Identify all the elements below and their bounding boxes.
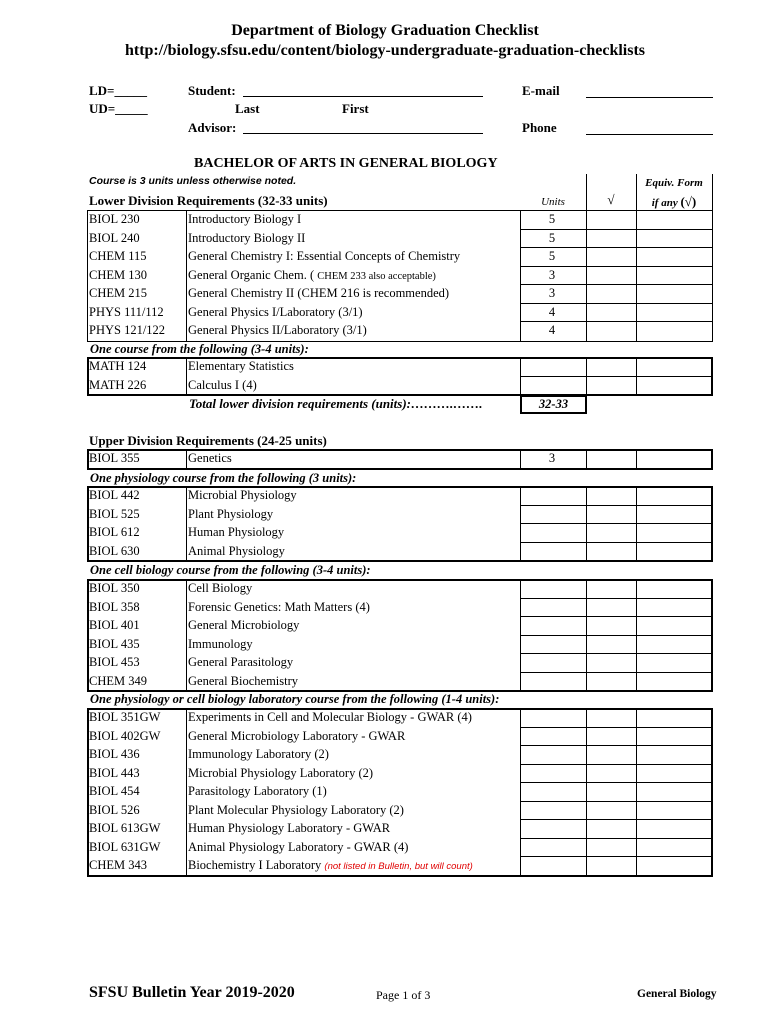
course-units: 5 bbox=[548, 212, 556, 226]
column-divider bbox=[186, 210, 187, 342]
column-divider bbox=[520, 579, 521, 692]
course-code: BIOL 525 bbox=[89, 506, 140, 521]
course-code: BIOL 453 bbox=[89, 655, 140, 669]
course-code: BIOL 355 bbox=[89, 451, 140, 465]
page-title: Department of Biology Graduation Checklist bbox=[231, 22, 539, 39]
table-outline bbox=[87, 708, 713, 877]
table-outline bbox=[87, 486, 713, 562]
course-code: BIOL 402GW bbox=[89, 728, 161, 743]
course-code: BIOL 240 bbox=[89, 230, 140, 245]
equiv-if-any-label: if any bbox=[651, 197, 678, 209]
course-title: Biochemistry I Laboratory bbox=[188, 858, 322, 872]
first-name-label: First bbox=[342, 101, 369, 116]
column-divider bbox=[586, 579, 587, 692]
course-code: BIOL 454 bbox=[89, 784, 140, 798]
row-divider bbox=[520, 635, 713, 636]
course-title: Microbial Physiology Laboratory (2) bbox=[188, 765, 374, 780]
phone-line[interactable] bbox=[586, 134, 713, 135]
row-divider bbox=[520, 856, 713, 857]
course-title: Genetics bbox=[188, 451, 232, 465]
table-outline bbox=[87, 449, 713, 470]
course-title: General Biochemistry bbox=[188, 673, 299, 688]
phone-label: Phone bbox=[522, 120, 557, 135]
row-divider bbox=[520, 542, 713, 543]
course-code: BIOL 612 bbox=[89, 525, 140, 539]
row-divider bbox=[520, 653, 713, 654]
course-code: BIOL 436 bbox=[89, 747, 140, 761]
column-divider bbox=[636, 579, 637, 692]
course-units: 5 bbox=[548, 249, 556, 263]
check-column-header: √ bbox=[607, 192, 615, 207]
course-units: 3 bbox=[548, 267, 556, 282]
upper-division-heading: Upper Division Requirements (24-25 units) bbox=[89, 433, 327, 448]
physiology-heading: One physiology course from the following (3 units): bbox=[90, 471, 357, 485]
degree-title: BACHELOR OF ARTS IN GENERAL BIOLOGY bbox=[194, 156, 498, 171]
course-code: BIOL 230 bbox=[89, 212, 140, 226]
equiv-column-divider bbox=[636, 174, 637, 210]
units-column-header: Units bbox=[541, 196, 565, 208]
course-title: General Chemistry I: Essential Concepts of Chemistry bbox=[188, 249, 461, 263]
table-right-divider bbox=[712, 174, 713, 210]
row-divider bbox=[520, 764, 713, 765]
equiv-column-header: Equiv. Form bbox=[645, 177, 703, 189]
row-divider bbox=[520, 266, 713, 267]
course-alt-note: CHEM 233 also acceptable) bbox=[317, 270, 436, 282]
course-code: PHYS 111/112 bbox=[89, 304, 164, 319]
program-name: General Biology bbox=[637, 988, 717, 1000]
column-divider bbox=[520, 486, 521, 562]
student-name-line[interactable] bbox=[243, 96, 483, 97]
course-note: (not listed in Bulletin, but will count) bbox=[324, 861, 473, 872]
math-choice-heading: One course from the following (3-4 units): bbox=[90, 342, 309, 356]
row-divider bbox=[520, 819, 713, 820]
course-code: BIOL 613GW bbox=[89, 821, 161, 835]
row-divider bbox=[520, 376, 713, 377]
course-code: BIOL 630 bbox=[89, 543, 140, 558]
course-title: Human Physiology Laboratory - GWAR bbox=[188, 821, 391, 835]
ud-field[interactable]: UD=_____ bbox=[89, 101, 148, 116]
units-note: Course is 3 units unless otherwise noted. bbox=[89, 175, 297, 187]
email-line[interactable] bbox=[586, 97, 713, 98]
row-divider bbox=[520, 303, 713, 304]
course-code: BIOL 351GW bbox=[89, 710, 161, 724]
equiv-column-subheader bbox=[636, 194, 712, 210]
column-divider bbox=[636, 708, 637, 877]
row-divider bbox=[520, 505, 713, 506]
course-title: Experiments in Cell and Molecular Biology - GWAR (4) bbox=[188, 710, 472, 724]
course-units: 5 bbox=[548, 230, 556, 245]
advisor-line[interactable] bbox=[243, 133, 483, 134]
course-title: Immunology Laboratory (2) bbox=[188, 747, 329, 761]
column-divider bbox=[186, 486, 187, 562]
column-divider bbox=[636, 357, 637, 396]
lower-total-label: Total lower division requirements (units):……….……. bbox=[189, 396, 483, 411]
course-title: Cell Biology bbox=[188, 581, 253, 595]
course-code: BIOL 350 bbox=[89, 581, 140, 595]
check-column-divider bbox=[586, 174, 587, 210]
course-code: PHYS 121/122 bbox=[89, 323, 166, 337]
email-label: E-mail bbox=[522, 83, 560, 98]
column-divider bbox=[186, 357, 187, 396]
column-divider bbox=[186, 579, 187, 692]
course-title: Calculus I (4) bbox=[188, 377, 257, 392]
ld-field[interactable]: LD=_____ bbox=[89, 83, 147, 98]
course-title: Introductory Biology I bbox=[188, 212, 302, 226]
course-title: Animal Physiology Laboratory - GWAR (4) bbox=[188, 839, 409, 854]
row-divider bbox=[520, 616, 713, 617]
course-title: General Organic Chem. ( bbox=[188, 267, 315, 282]
column-divider bbox=[586, 449, 587, 470]
course-code: CHEM 115 bbox=[89, 249, 147, 263]
course-title: Plant Molecular Physiology Laboratory (2) bbox=[188, 802, 404, 817]
column-divider bbox=[586, 486, 587, 562]
course-code: CHEM 349 bbox=[89, 673, 147, 688]
course-title: General Physics II/Laboratory (3/1) bbox=[188, 323, 367, 337]
course-code: CHEM 130 bbox=[89, 267, 147, 282]
table-outline bbox=[87, 579, 713, 692]
row-divider bbox=[520, 745, 713, 746]
student-label: Student: bbox=[188, 83, 236, 98]
row-divider bbox=[520, 321, 713, 322]
course-units: 4 bbox=[548, 304, 556, 319]
course-code: BIOL 442 bbox=[89, 488, 140, 502]
lower-division-heading: Lower Division Requirements (32-33 units) bbox=[89, 193, 328, 208]
course-code: BIOL 358 bbox=[89, 599, 140, 614]
course-title: Human Physiology bbox=[188, 525, 285, 539]
course-title: Plant Physiology bbox=[188, 506, 274, 521]
row-divider bbox=[520, 727, 713, 728]
course-units: 4 bbox=[548, 323, 556, 337]
course-title: Microbial Physiology bbox=[188, 488, 297, 502]
column-divider bbox=[636, 486, 637, 562]
column-divider bbox=[636, 449, 637, 470]
bulletin-year: SFSU Bulletin Year 2019-2020 bbox=[89, 984, 295, 1001]
course-code: BIOL 631GW bbox=[89, 839, 161, 854]
row-divider bbox=[520, 284, 713, 285]
course-title: Parasitology Laboratory (1) bbox=[188, 784, 327, 798]
column-divider bbox=[186, 449, 187, 470]
advisor-label: Advisor: bbox=[188, 120, 237, 135]
course-title: General Physics I/Laboratory (3/1) bbox=[188, 304, 363, 319]
course-code: MATH 124 bbox=[89, 359, 147, 373]
column-divider bbox=[586, 708, 587, 877]
course-code: BIOL 435 bbox=[89, 636, 140, 651]
row-divider bbox=[520, 672, 713, 673]
lower-total-value: 32-33 bbox=[520, 395, 587, 414]
course-title: Introductory Biology II bbox=[188, 230, 306, 245]
row-divider bbox=[520, 801, 713, 802]
equiv-check-mark: (√) bbox=[680, 194, 697, 209]
row-divider bbox=[520, 838, 713, 839]
row-divider bbox=[520, 247, 713, 248]
course-title: Forensic Genetics: Math Matters (4) bbox=[188, 599, 370, 614]
course-title: Animal Physiology bbox=[188, 543, 285, 558]
course-title: Elementary Statistics bbox=[188, 359, 294, 373]
page-number: Page 1 of 3 bbox=[376, 988, 431, 1002]
course-title: General Microbiology bbox=[188, 618, 300, 632]
column-divider bbox=[520, 708, 521, 877]
course-code: CHEM 215 bbox=[89, 286, 147, 300]
course-code: BIOL 526 bbox=[89, 802, 140, 817]
cell-biology-heading: One cell biology course from the following (3-4 units): bbox=[90, 563, 371, 577]
row-divider bbox=[520, 598, 713, 599]
course-code: MATH 226 bbox=[89, 377, 147, 392]
course-title: General Parasitology bbox=[188, 655, 294, 669]
page-url: http://biology.sfsu.edu/content/biology-undergraduate-graduation-checklists bbox=[124, 42, 646, 59]
row-divider bbox=[520, 229, 713, 230]
course-title: Immunology bbox=[188, 636, 253, 651]
last-name-label: Last bbox=[235, 101, 260, 116]
row-divider bbox=[520, 523, 713, 524]
column-divider bbox=[186, 708, 187, 877]
column-divider bbox=[520, 449, 521, 470]
course-code: BIOL 401 bbox=[89, 618, 140, 632]
column-divider bbox=[586, 357, 587, 396]
course-units: 3 bbox=[548, 286, 556, 300]
column-divider bbox=[520, 357, 521, 396]
course-units: 3 bbox=[548, 451, 556, 465]
course-title: General Chemistry II (CHEM 216 is recommended) bbox=[188, 286, 450, 300]
lab-heading: One physiology or cell biology laboratory course from the following (1-4 units): bbox=[90, 692, 500, 706]
row-divider bbox=[520, 782, 713, 783]
course-code: CHEM 343 bbox=[89, 858, 147, 872]
table-outline bbox=[87, 357, 713, 396]
course-code: BIOL 443 bbox=[89, 765, 140, 780]
course-title: General Microbiology Laboratory - GWAR bbox=[188, 728, 406, 743]
